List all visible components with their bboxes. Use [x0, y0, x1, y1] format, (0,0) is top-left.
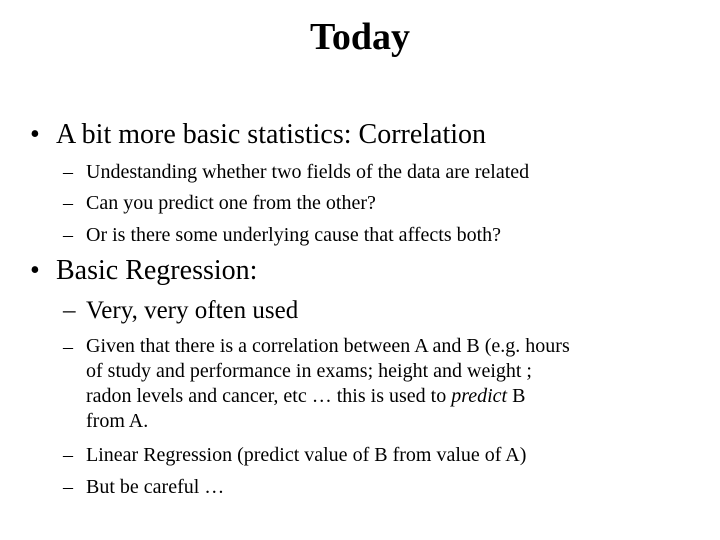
text-line: of study and performance in exams; height and weight ;	[86, 360, 532, 382]
emphasis-predict: predict	[451, 385, 508, 407]
dash-icon: –	[63, 476, 73, 498]
subitem-text: Or is there some underlying cause that affects both?	[86, 224, 502, 246]
bullet-text: Basic Regression:	[56, 255, 258, 286]
dash-icon: –	[63, 336, 73, 358]
subitem-text: Very, very often used	[86, 297, 299, 324]
text-line	[86, 384, 686, 409]
subitem-text-block	[86, 334, 686, 434]
text-line: from A.	[86, 410, 149, 432]
bullet-icon: •	[30, 119, 40, 150]
subitem-text: Can you predict one from the other?	[86, 192, 376, 214]
bullet-icon: •	[30, 255, 40, 286]
slide-title: Today	[310, 16, 410, 58]
subitem-text: But be careful …	[86, 476, 225, 498]
dash-icon: –	[63, 161, 73, 183]
subitem-text: Undestanding whether two fields of the data are related	[86, 161, 530, 183]
subitem-text: Linear Regression (predict value of B from value of A)	[86, 444, 527, 466]
bullet-text: A bit more basic statistics: Correlation	[56, 119, 487, 150]
dash-icon: –	[63, 444, 73, 466]
text-line: Given that there is a correlation between A and B (e.g. hours	[86, 335, 570, 357]
dash-icon: –	[63, 224, 73, 246]
dash-icon: –	[63, 297, 76, 324]
text-segment: B	[507, 385, 526, 407]
text-segment: radon levels and cancer, etc … this is used to	[86, 385, 452, 407]
dash-icon: –	[63, 192, 73, 214]
